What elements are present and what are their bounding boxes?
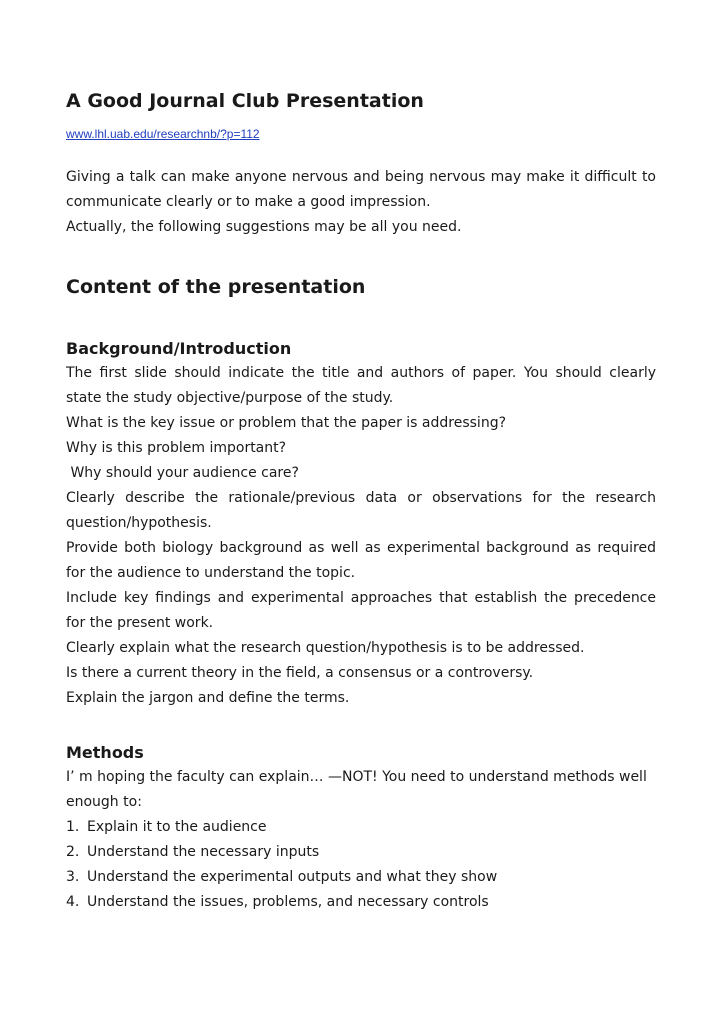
list-item bbox=[66, 890, 656, 915]
background-line-4: Clearly explain what the research question/hypothesis is to be addressed. bbox=[66, 640, 585, 656]
document-title: A Good Journal Club Presentation bbox=[66, 90, 424, 112]
background-paragraph-2: Clearly describe the rationale/previous data or observations for the research question/hypothesis. bbox=[66, 490, 656, 531]
list-text: Explain it to the audience bbox=[87, 819, 267, 835]
methods-list bbox=[66, 815, 656, 915]
source-link[interactable]: www.lhl.uab.edu/researchnb/?p=112 bbox=[66, 127, 260, 141]
list-number: 3. bbox=[66, 869, 80, 885]
list-item bbox=[66, 865, 656, 890]
intro-block bbox=[66, 165, 656, 240]
background-paragraph-4: Include key findings and experimental approaches that establish the precedence for the present work. bbox=[66, 590, 656, 631]
background-line-3: Why should your audience care? bbox=[66, 465, 299, 481]
list-number: 2. bbox=[66, 844, 80, 860]
list-text: Understand the necessary inputs bbox=[87, 844, 320, 860]
background-section bbox=[66, 336, 656, 711]
list-text: Understand the issues, problems, and necessary controls bbox=[87, 894, 489, 910]
background-line-5: Is there a current theory in the field, a consensus or a controversy. bbox=[66, 665, 534, 681]
list-text: Understand the experimental outputs and what they show bbox=[87, 869, 498, 885]
methods-paragraph: I’ m hoping the faculty can explain… —NOT! You need to understand methods well enough to: bbox=[66, 769, 647, 810]
list-item bbox=[66, 815, 656, 840]
background-line-6: Explain the jargon and define the terms. bbox=[66, 690, 350, 706]
background-line-2: Why is this problem important? bbox=[66, 440, 287, 456]
background-paragraph-3: Provide both biology background as well as experimental background as required for the audience to understand the topic. bbox=[66, 540, 656, 581]
background-line-1: What is the key issue or problem that the paper is addressing? bbox=[66, 415, 507, 431]
section-title: Content of the presentation bbox=[66, 276, 366, 298]
intro-paragraph: Giving a talk can make anyone nervous and being nervous may make it difficult to communicate clearly or to make a good impression. bbox=[66, 169, 656, 210]
background-heading: Background/Introduction bbox=[66, 339, 292, 358]
background-paragraph-1: The first slide should indicate the title and authors of paper. You should clearly state the study objective/purpose of the study. bbox=[66, 365, 656, 406]
list-number: 4. bbox=[66, 894, 80, 910]
intro-line: Actually, the following suggestions may be all you need. bbox=[66, 219, 462, 235]
methods-section bbox=[66, 740, 656, 915]
methods-heading: Methods bbox=[66, 743, 144, 762]
list-number: 1. bbox=[66, 819, 80, 835]
list-item bbox=[66, 840, 656, 865]
